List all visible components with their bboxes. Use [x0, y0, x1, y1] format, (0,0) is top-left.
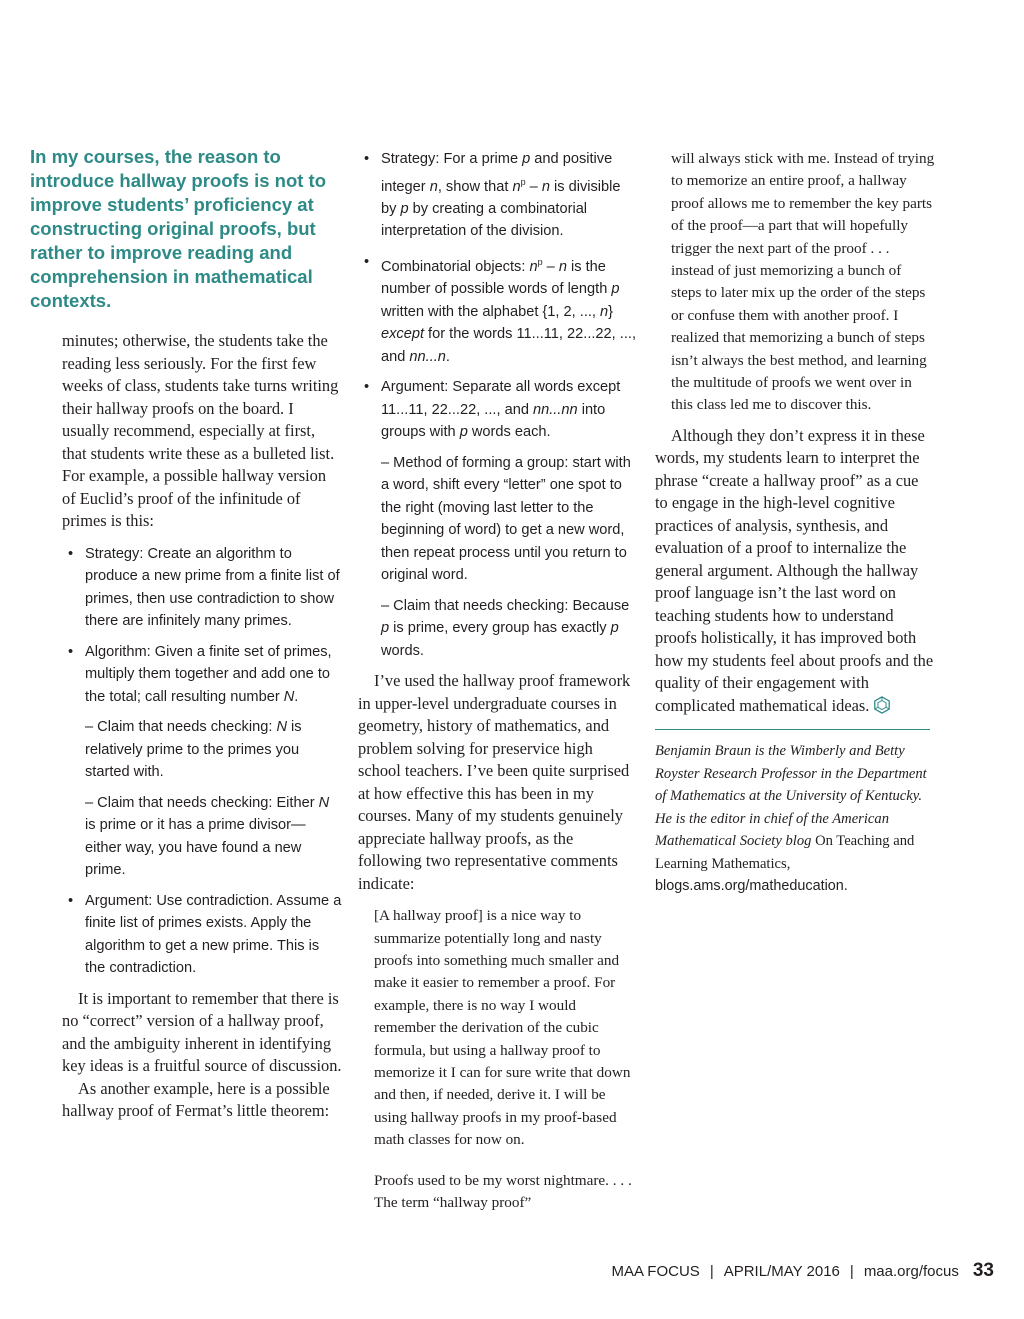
math-var: p: [522, 151, 531, 167]
list-item-text: is divisible by: [381, 178, 621, 217]
sub-item-text: is prime or it has a prime divisor—either way, you have found a new prime.: [85, 817, 306, 878]
paragraph: As another example, here is a possible hallway proof of Fermat’s little theorem:: [62, 1078, 330, 1120]
emphasis: except: [381, 326, 424, 343]
list-item-text: –: [525, 178, 542, 195]
math-var: p: [459, 424, 468, 441]
list-item-text: written with the alphabet {1, 2, ...,: [381, 303, 601, 320]
divider: [655, 729, 930, 730]
paragraph: [655, 425, 935, 718]
paragraph-text: Although they don’t express it in these words, my students learn to interpret the phrase “create a hallway proof” as a cue to engage in the high-level cognitive practices of analysis, synthesis, and evaluation of a proof to internalize the general argument. Although the hallway proof language isn’t the last word on teaching students how to understand proofs holistically, it has improved both how my students feel about proofs and the quality of their engagement with complicated mathematical ideas.: [655, 425, 934, 715]
math-var: p: [381, 620, 390, 637]
list-item-text: words each.: [467, 424, 551, 441]
math-var: n: [558, 258, 567, 275]
math-exponent: p: [537, 256, 543, 267]
list-item: [62, 543, 342, 633]
publication-name: MAA FOCUS: [611, 1263, 700, 1280]
math-var: n: [429, 178, 438, 195]
separator: |: [709, 1263, 714, 1280]
sub-item: – Method of forming a group: start with a word, shift every “letter” one spot to the right (moving last letter to the beginning of word) to get a new word, then repeat process until you return to original word.: [381, 454, 631, 584]
list-item: [358, 251, 638, 368]
math-var: n: [600, 303, 609, 320]
page-number: 33: [972, 1260, 994, 1281]
sub-item-text: – Claim that needs checking: Either: [85, 794, 319, 811]
footer-link[interactable]: maa.org/focus: [863, 1263, 959, 1280]
sub-item: [381, 595, 638, 663]
separator: |: [849, 1263, 854, 1280]
paragraph: It is important to remember that there is no “correct” version of a hallway proof, and the ambiguity inherent in identifying key ideas is a fruitful source of discussion.: [62, 988, 342, 1075]
column-3: [655, 148, 935, 898]
list-item-text: .: [445, 348, 450, 365]
student-quote-continued: will always stick with me. Instead of trying to memorize an entire proof, a hallway proof allows me to remember the key parts of the proof—a part that will hopefully trigger the next part of the proof . . . instead of just memorizing a bunch of steps to later mix up the order of the steps or confuse them with another proof. I realized that memorizing a bunch of steps isn’t always the best method, and learning the multitude of proofs we went over in this class led me to discover this.: [671, 150, 935, 414]
list-item-text: into groups with: [381, 401, 606, 441]
list-item-text: .: [294, 688, 299, 705]
math-var: p: [610, 620, 619, 637]
math-var: nn...nn: [533, 401, 578, 418]
list-item: [358, 376, 638, 662]
list-item: [358, 148, 638, 243]
column-2: [358, 148, 638, 1215]
sub-item-text: words.: [381, 642, 424, 659]
list-item-text: Algorithm: Given a finite set of primes, multiply them together and add one to the total; call resulting number: [85, 643, 332, 705]
list-item: [62, 890, 342, 980]
sub-item-text: is prime, every group has exactly: [389, 620, 611, 637]
list-item-text: , show that: [437, 178, 513, 195]
student-quote: Proofs used to be my worst nightmare. . . . The term “hallway proof”: [374, 1171, 632, 1212]
column-1: [62, 330, 342, 1123]
math-var: n: [541, 178, 550, 195]
bio-text: On Teaching and Learning Mathematics,: [655, 833, 915, 872]
list-item-text: for the words 11...11, 22...22, ..., and: [381, 326, 636, 365]
sub-item-text: – Claim that needs checking: Because: [381, 597, 630, 614]
math-var: N: [283, 688, 295, 705]
list-item-text: Combinatorial objects:: [381, 258, 530, 275]
math-var: N: [276, 719, 287, 735]
math-var: p: [611, 281, 620, 298]
bio-link[interactable]: blogs.ams.org/matheducation.: [655, 878, 848, 895]
math-var: p: [400, 200, 409, 217]
sub-item-text: is relatively prime to the primes you started with.: [85, 719, 302, 780]
list-item-text: and positive integer: [381, 151, 613, 195]
math-var: n: [529, 258, 538, 275]
pull-quote: In my courses, the reason to introduce hallway proofs is not to improve students’ proficiency at constructing original proofs, but rather to improve reading and comprehension in mathematical contexts.: [30, 146, 327, 311]
list-item-text: Argument: Use contradiction. Assume a finite list of primes exists. Apply the algorithm to get a new prime. This is the contradiction.: [85, 892, 342, 976]
list-item: [62, 641, 342, 882]
sub-item: [85, 716, 342, 784]
math-var: n: [512, 178, 521, 195]
paragraph: I’ve used the hallway proof framework in upper-level undergraduate courses in geometry, history of mathematics, and problem solving for preservice high school teachers. I’ve been quite surprised at how effective this has been in my courses. Many of my students genuinely appreciate hallway proofs, as the following two representative comments indicate:: [358, 671, 631, 893]
author-bio: [655, 740, 935, 898]
list-item-text: Argument: Separate all words except 11...11, 22...22, ..., and: [381, 379, 621, 418]
math-var: N: [318, 794, 330, 811]
list-item-text: Strategy: For a prime: [381, 151, 523, 167]
student-quote: [A hallway proof] is a nice way to summarize potentially long and nasty proofs into something much smaller and make it easier to remember a proof. For example, there is no way I would remember the derivation of the cubic formula, but using a hallway proof to memorize it I can for sure write that down and then, if needed, derive it. I will be using hallway proofs in my proof-based math classes for now on.: [374, 907, 631, 1149]
list-item-text: –: [542, 258, 559, 275]
math-var: nn...n: [409, 348, 446, 365]
issue-date: APRIL/MAY 2016: [723, 1263, 840, 1280]
sub-item: [85, 792, 342, 882]
list-item-text: is the number of possible words of length: [381, 258, 612, 298]
bio-text: Benjamin Braun is the Wimberly and Betty Royster Research Professor in the Department of Mathematics at the University of Kentucky. He is the editor in chief of the American Mathematical Society blog: [655, 743, 927, 850]
paragraph: minutes; otherwise, the students take the reading less seriously. For the first few weeks of class, students take turns writing their hallway proofs on the board. I usually recommend, especially at first, that students write these as a bulleted list. For example, a possible hallway version of Euclid’s proof of the infinitude of primes is this:: [62, 331, 339, 530]
list-item-text: }: [608, 303, 614, 320]
end-mark-icon: [873, 696, 891, 714]
sub-item-text: – Claim that needs checking:: [85, 719, 277, 735]
bullet-list-euclid: [62, 543, 342, 980]
page-footer: [611, 1260, 994, 1282]
list-item-text: by creating a combinatorial interpretation of the division.: [381, 200, 588, 240]
math-exponent: p: [520, 176, 526, 187]
list-item-text: Strategy: Create an algorithm to produce a new prime from a finite list of primes, then use contradiction to show there are infinitely many primes.: [85, 545, 340, 629]
bullet-list-fermat: [358, 148, 638, 662]
